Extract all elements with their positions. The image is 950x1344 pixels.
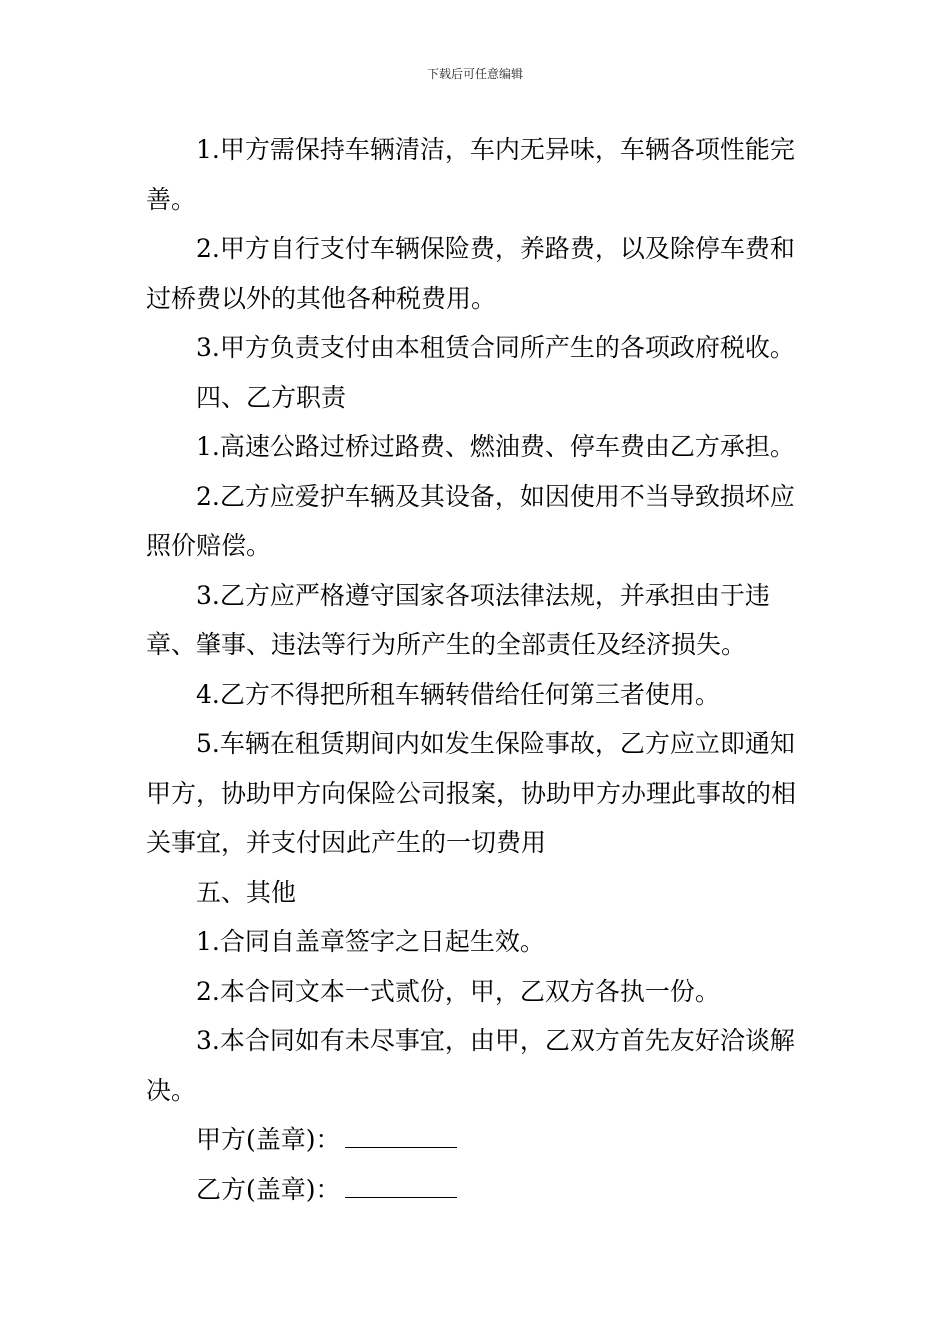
signature-label: 乙方(盖章)：: [196, 1174, 341, 1204]
signature-blank-line: [345, 1175, 457, 1198]
clause-paragraph: 1.合同自盖章签字之日起生效。: [196, 927, 545, 956]
clause-paragraph: 2.甲方自行支付车辆保险费，养路费，以及除停车费和过桥费以外的其他各种税费用。: [146, 234, 795, 313]
clause-paragraph: 2.本合同文本一式贰份，甲，乙双方各执一份。: [196, 976, 720, 1006]
clause-paragraph: 1.高速公路过桥过路费、燃油费、停车费由乙方承担。: [196, 432, 795, 461]
signature-blank-line: [345, 1125, 457, 1148]
clause-paragraph: 2.乙方应爱护车辆及其设备，如因使用不当导致损坏应照价赔偿。: [146, 481, 795, 560]
clause-paragraph: 3.乙方应严格遵守国家各项法律法规，并承担由于违章、肇事、违法等行为所产生的全部责任及经济损失。: [146, 580, 770, 659]
signature-label: 甲方(盖章)：: [196, 1125, 341, 1154]
section-heading: 五、其他: [196, 877, 297, 907]
page-header: 下载后可任意编辑: [426, 67, 523, 81]
signature-party-a: [146, 1115, 808, 1165]
clause-paragraph: 3.甲方负责支付由本租赁合同所产生的各项政府税收。: [196, 333, 795, 362]
clause-paragraph: 5.车辆在租赁期间内如发生保险事故，乙方应立即通知甲方，协助甲方向保险公司报案，协助甲方办理此事故的相关事宜，并支付因此产生的一切费用: [146, 729, 797, 857]
clause-paragraph: 1.甲方需保持车辆清洁，车内无异味，车辆各项性能完善。: [146, 135, 795, 214]
clause-paragraph: 4.乙方不得把所租车辆转借给任何第三者使用。: [196, 679, 720, 709]
signature-party-b: [146, 1165, 808, 1215]
clause-paragraph: 3.本合同如有未尽事宜，由甲，乙双方首先友好洽谈解决。: [146, 1026, 795, 1105]
section-heading: 四、乙方职责: [196, 382, 347, 412]
contract-body: [146, 125, 808, 1214]
